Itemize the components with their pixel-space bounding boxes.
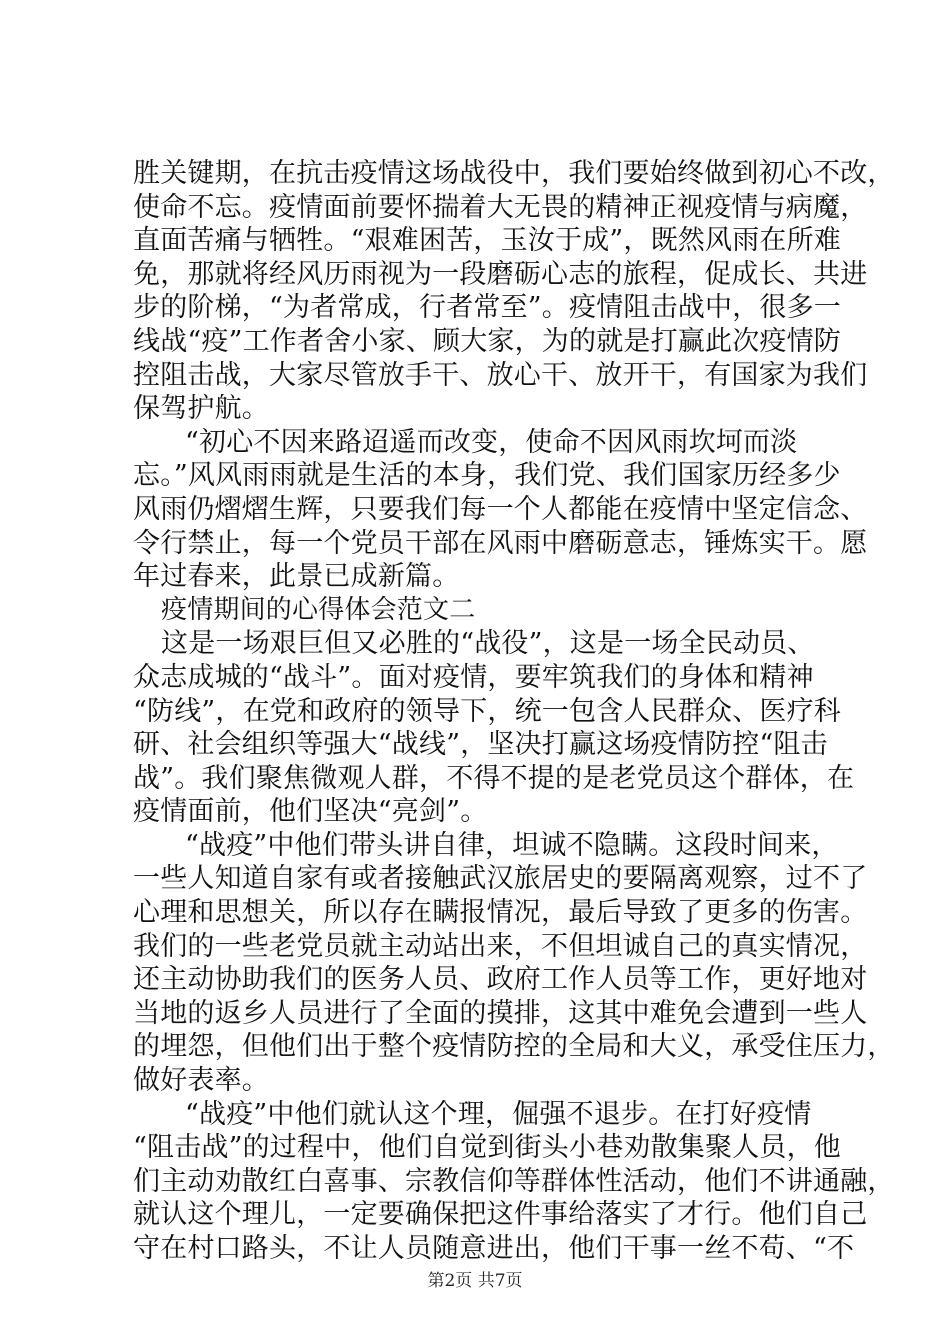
text-line: 众志成城的“战斗”。面对疫情，要牢筑我们的身体和精神 [133,661,814,693]
section-heading [133,594,833,628]
page-footer [0,1266,950,1291]
text-line: 使命不忘。疫情面前要怀揣着大无畏的精神正视疫情与病魔， [133,191,868,223]
text-line: 线战“疫”工作者舍小家、顾大家，为的就是打赢此次疫情防 [133,325,842,357]
text-line: “阻击战”的过程中，他们自觉到街头小巷劝散集聚人员，他 [133,1132,842,1164]
text-line: 做好表率。 [133,1065,269,1097]
text-line: 当地的返乡人员进行了全面的摸排，这其中难免会遭到一些人 [133,997,868,1029]
text-line: 令行禁止，每一个党员干部在风雨中磨砺意志，锤炼实干。愿 [133,527,868,559]
text-line: 胜关键期，在抗击疫情这场战役中，我们要始终做到初心不改， [133,158,895,189]
text-line: 年过春来，此景已成新篇。 [133,561,460,593]
text-line: “防线”，在党和政府的领导下，统一包含人民群众、医疗科 [133,695,842,727]
text-line: 控阻击战，大家尽管放手干、放心干、放开干，有国家为我们 [133,359,868,391]
text-line: 的埋怨，但他们出于整个疫情防控的全局和大义，承受住压力， [133,1031,895,1063]
text-line: 疫情面前，他们坚决“亮剑”。 [133,796,488,828]
text-line: “战疫”中他们就认这个理，倔强不退步。在打好疫情 [185,1098,812,1130]
text-line: 们主动劝散红白喜事、宗教信仰等群体性活动，他们不讲通融， [133,1165,895,1197]
text-line: 就认这个理儿，一定要确保把这件事给落实了才行。他们自己 [133,1199,868,1231]
paragraph-1 [133,157,895,426]
text-line: 研、社会组织等强大“战线”，坚决打赢这场疫情防控“阻击 [133,729,828,761]
text-line: 还主动协助我们的医务人员、政府工作人员等工作，更好地对 [133,964,868,996]
document-body [133,157,895,1266]
text-line: 我们的一些老党员就主动站出来，不但坦诚自己的真实情况， [133,930,868,962]
text-line: 步的阶梯，“为者常成，行者常至”。疫情阻击战中，很多一 [133,292,842,324]
paragraph-3 [133,627,855,829]
text-line: 保驾护航。 [133,393,269,425]
paragraph-4 [133,829,895,1098]
text-line: 心理和思想关，所以存在瞒报情况，最后导致了更多的伤害。 [133,897,868,929]
text-line: 一些人知道自家有或者接触武汉旅居史的要隔离观察，过不了 [133,863,868,895]
text-line: “初心不因来路迢遥而改变，使命不因风雨坎坷而淡 [185,426,798,458]
text-line: 守在村口路头，不让人员随意进出，他们干事一丝不苟、“不 [133,1233,855,1264]
text-line: 直面苦痛与牺牲。“艰难困苦，玉汝于成”，既然风雨在所难 [133,225,842,257]
page-number-indicator: 第2页 共7页 [427,1271,523,1291]
text-line: 风雨仍熠熠生辉，只要我们每一个人都能在疫情中坚定信念、 [133,493,868,525]
text-line: 疫情期间的心得体会范文二 [161,594,476,625]
text-line: 免，那就将经风历雨视为一段磨砺心志的旅程，促成长、共进 [133,258,868,290]
paragraph-2 [133,426,868,594]
text-line: 忘。”风风雨雨就是生活的本身，我们党、我们国家历经多少 [133,460,841,492]
text-line: 这是一场艰巨但又必胜的“战役”，这是一场全民动员、 [161,628,815,660]
text-line: 战”。我们聚焦微观人群，不得不提的是老党员这个群体，在 [133,762,855,794]
text-line: “战疫”中他们带头讲自律，坦诚不隐瞒。这段时间来， [185,829,839,861]
paragraph-5 [133,1098,895,1266]
